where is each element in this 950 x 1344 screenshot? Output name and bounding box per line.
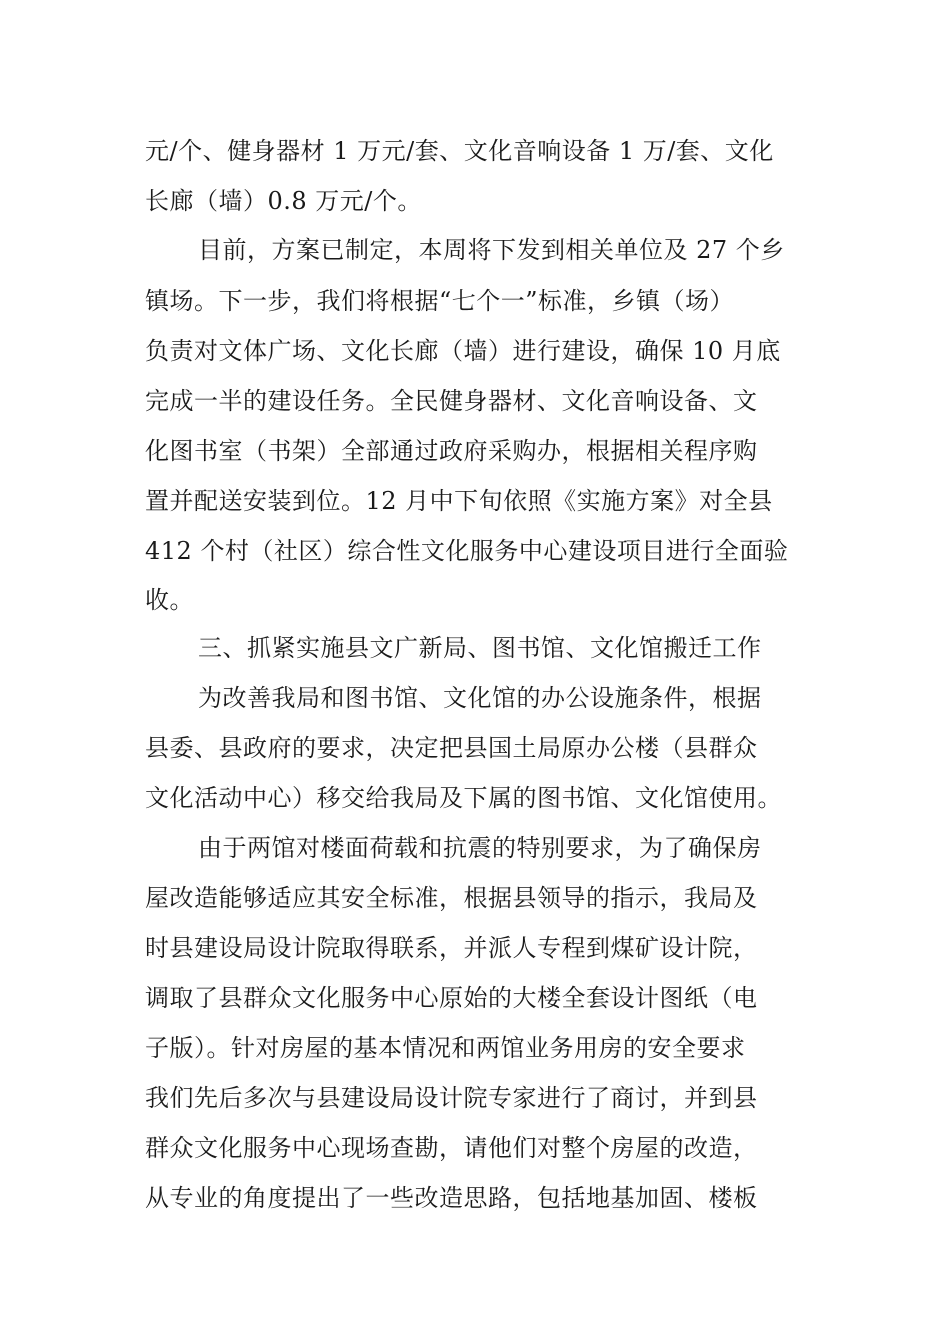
text-line: 收。 xyxy=(145,586,194,614)
text-line: 屋改造能够适应其安全标准，根据县领导的指示，我局及 xyxy=(145,884,758,912)
text-line: 元/个、健身器材 1 万元/套、文化音响设备 1 万/套、文化 xyxy=(145,137,774,165)
text-line: 调取了县群众文化服务中心原始的大楼全套设计图纸（电 xyxy=(145,984,758,1012)
text-line: 为改善我局和图书馆、文化馆的办公设施条件，根据 xyxy=(198,684,762,712)
text-line: 县委、县政府的要求，决定把县国土局原办公楼（县群众 xyxy=(145,734,758,762)
text-line: 时县建设局设计院取得联系，并派人专程到煤矿设计院， xyxy=(145,934,758,962)
text-line: 从专业的角度提出了一些改造思路，包括地基加固、楼板 xyxy=(145,1184,758,1212)
text-line: 子版）。针对房屋的基本情况和两馆业务用房的安全要求 xyxy=(145,1034,746,1062)
text-line: 负责对文体广场、文化长廊（墙）进行建设，确保 10 月底 xyxy=(145,337,781,365)
text-line: 文化活动中心）移交给我局及下属的图书馆、文化馆使用。 xyxy=(145,784,782,812)
text-line: 目前，方案已制定，本周将下发到相关单位及 27 个乡 xyxy=(198,236,785,264)
text-line: 我们先后多次与县建设局设计院专家进行了商讨，并到县 xyxy=(145,1084,758,1112)
text-line: 完成一半的建设任务。全民健身器材、文化音响设备、文 xyxy=(145,387,758,415)
text-line: 412 个村（社区）综合性文化服务中心建设项目进行全面验 xyxy=(145,537,789,565)
section-heading: 三、抓紧实施县文广新局、图书馆、文化馆搬迁工作 xyxy=(198,634,762,662)
text-line: 长廊（墙）0.8 万元/个。 xyxy=(145,187,422,215)
text-line: 群众文化服务中心现场查勘，请他们对整个房屋的改造， xyxy=(145,1134,758,1162)
text-line: 置并配送安装到位。12 月中下旬依照《实施方案》对全县 xyxy=(145,487,773,515)
text-line: 化图书室（书架）全部通过政府采购办，根据相关程序购 xyxy=(145,437,758,465)
text-line: 镇场。下一步，我们将根据“七个一”标准，乡镇（场） xyxy=(145,287,735,315)
text-line: 由于两馆对楼面荷载和抗震的特别要求，为了确保房 xyxy=(198,834,762,862)
